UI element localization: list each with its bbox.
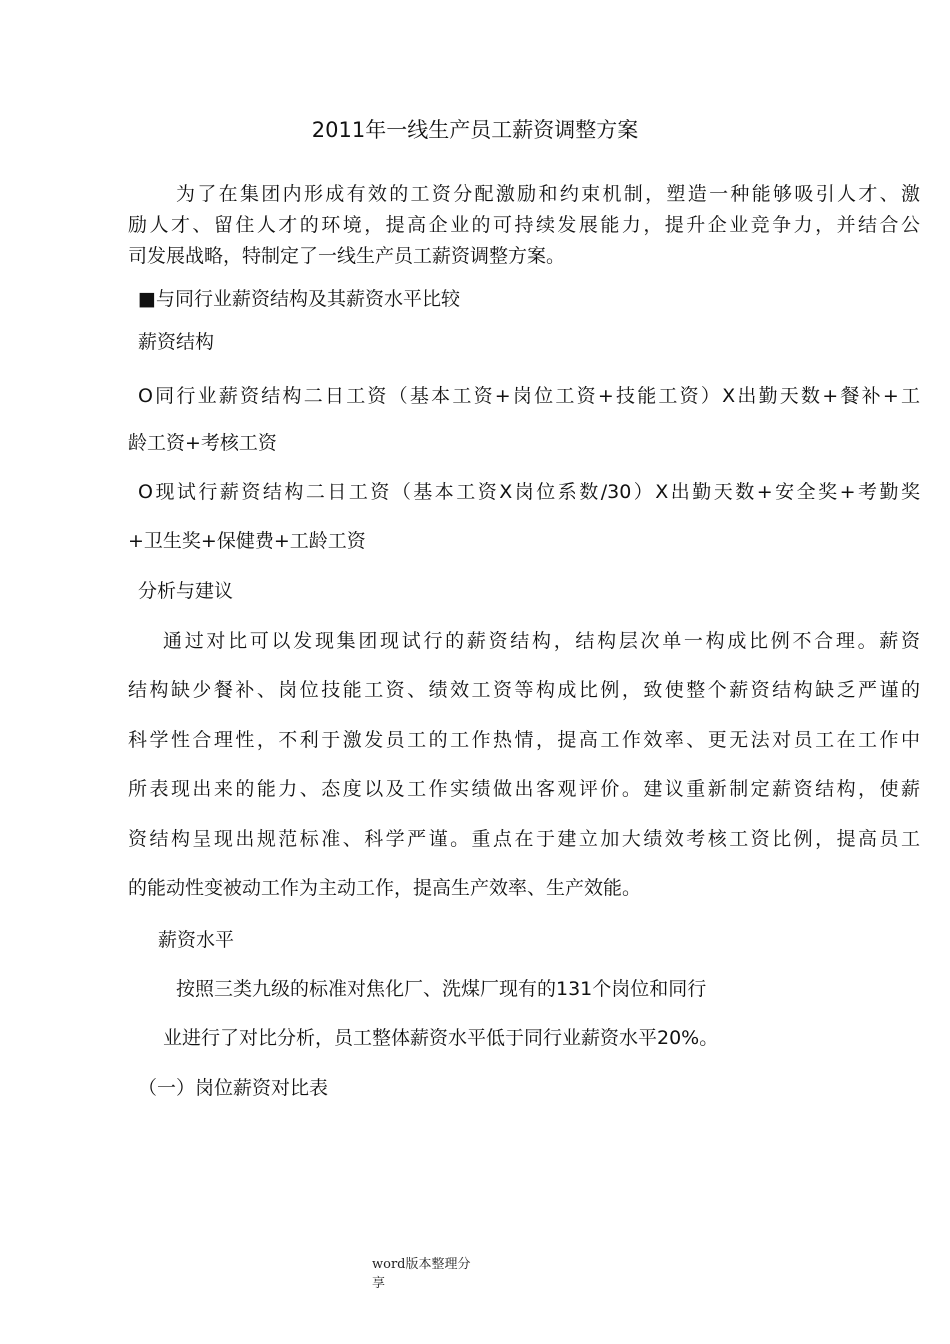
current-formula-line-1: O现试行薪资结构二日工资（基本工资X岗位系数/30）X出勤天数+安全奖+考勤奖 [138, 481, 920, 503]
analysis-line-6: 的能动性变被动工作为主动工作，提高生产效率、生产效能。 [128, 877, 642, 899]
table-heading: （一）岗位薪资对比表 [138, 1077, 329, 1099]
section-heading-comparison: ■与同行业薪资结构及其薪资水平比较 [138, 288, 460, 310]
document-title: 2011年一线生产员工薪资调整方案 [311, 118, 639, 142]
subheading-salary-structure: 薪资结构 [138, 331, 215, 353]
level-text-line-1: 按照三类九级的标准对焦化厂、洗煤厂现有的131个岗位和同行 [176, 978, 707, 1000]
analysis-line-5: 资结构呈现出规范标准、科学严谨。重点在于建立加大绩效考核工资比例，提高员工 [128, 828, 920, 850]
analysis-line-3: 科学性合理性，不利于激发员工的工作热情，提高工作效率、更无法对员工在工作中 [128, 729, 920, 751]
analysis-line-1: 通过对比可以发现集团现试行的薪资结构，结构层次单一构成比例不合理。薪资 [163, 630, 920, 652]
intro-line-3: 司发展战略，特制定了一线生产员工薪资调整方案。 [128, 245, 566, 267]
intro-line-2: 励人才、留住人才的环境，提高企业的可持续发展能力，提升企业竞争力，并结合公 [128, 214, 920, 236]
subheading-analysis: 分析与建议 [138, 580, 234, 602]
subheading-salary-level: 薪资水平 [158, 929, 235, 951]
industry-formula-line-1: O同行业薪资结构二日工资（基本工资+岗位工资+技能工资）X出勤天数+餐补+工 [138, 385, 920, 407]
analysis-line-2: 结构缺少餐补、岗位技能工资、绩效工资等构成比例，致使整个薪资结构缺乏严谨的 [128, 679, 920, 701]
footer-note: word版本整理分享 [372, 1257, 471, 1291]
intro-line-1: 为了在集团内形成有效的工资分配激励和约束机制，塑造一种能够吸引人才、激 [176, 183, 920, 205]
current-formula-line-2: +卫生奖+保健费+工龄工资 [128, 530, 366, 552]
level-text-line-2: 业进行了对比分析，员工整体薪资水平低于同行业薪资水平20%。 [163, 1027, 719, 1049]
analysis-line-4: 所表现出来的能力、态度以及工作实绩做出客观评价。建议重新制定薪资结构，使薪 [128, 778, 920, 800]
industry-formula-line-2: 龄工资+考核工资 [128, 432, 277, 454]
